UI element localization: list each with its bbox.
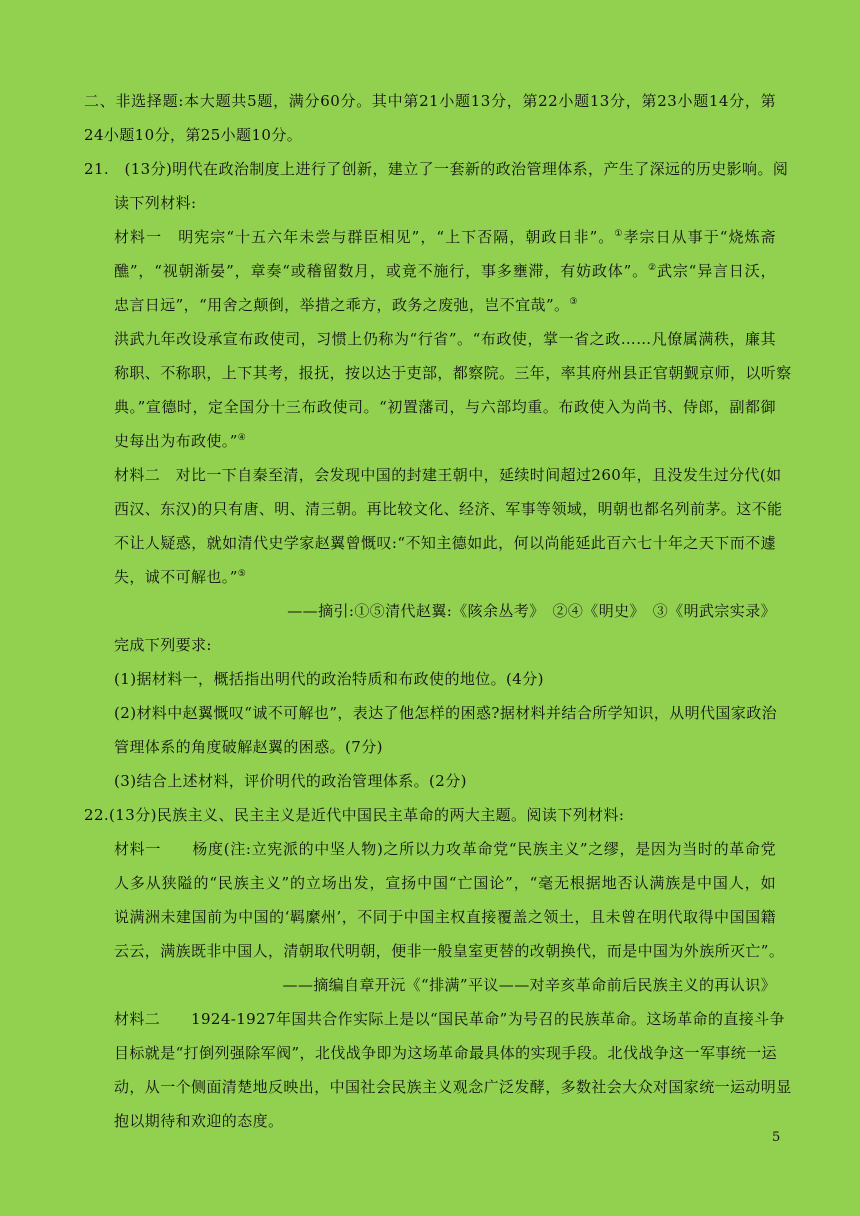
q21-stem-line-2: 读下列材料: bbox=[114, 194, 197, 212]
q21-stem-line-1: 21. (13分)明代在政治制度上进行了创新，建立了一套新的政治管理体系，产生了深远的历史影响。阅 bbox=[84, 160, 789, 178]
q22-stem: 22.(13分)民族主义、民主主义是近代中国民主革命的两大主题。阅读下列材料: bbox=[84, 806, 625, 824]
q21-material-1-line-1: 材料一 明宪宗“十五六年未尝与群臣相见”，“上下否隔，朝政日非”。①孝宗日从事于“烧炼斋 bbox=[114, 228, 776, 246]
q22-material-1-line-1: 材料一 杨度(注:立宪派的中坚人物)之所以力攻革命党“民族主义”之缪，是因为当时的革命党 bbox=[114, 840, 776, 858]
q21-material-2-line-3: 不让人疑惑，就如清代史学家赵翼曾慨叹:“不知主德如此，何以尚能延此百六七十年之天下而不遽 bbox=[114, 534, 776, 552]
q21-subquestion-1: (1)据材料一，概括指出明代的政治特质和布政使的地位。(4分) bbox=[114, 670, 544, 688]
q22-material-2-line-3: 动，从一个侧面清楚地反映出，中国社会民族主义观念广泛发酵，多数社会大众对国家统一运动明显 bbox=[114, 1078, 792, 1096]
footnote-mark: ⑤ bbox=[237, 569, 247, 579]
footnote-mark: ④ bbox=[237, 433, 247, 443]
q21-material-2-line-1: 材料二 对比一下自秦至清，会发现中国的封建王朝中，延续时间超过260年，且没发生过分代(如 bbox=[114, 466, 782, 484]
q22-material-2-line-4: 抱以期待和欢迎的态度。 bbox=[114, 1112, 284, 1130]
footnote-mark: ② bbox=[648, 263, 657, 273]
q22-material-1-source: ——摘编自章开沅《“排满”平议——对辛亥革命前后民族主义的再认识》 bbox=[282, 976, 776, 994]
page-number: 5 bbox=[772, 1130, 781, 1145]
q21-material-1-line-5: 称职、不称职，上下其考，报抚，按以达于吏部，都察院。三年，率其府州县正官朝觐京师，以听察 bbox=[114, 364, 792, 382]
q21-material-1-line-6: 典。”宣德时，定全国分十三布政使司。“初置藩司，与六部均重。布政使入为尚书、侍郎，副都御 bbox=[114, 398, 776, 416]
footnote-mark: ③ bbox=[569, 297, 578, 307]
section-heading-line-2: 24小题10分，第25小题10分。 bbox=[84, 126, 303, 144]
q22-material-1-line-3: 说满洲未建国前为中国的‘羁縻州’，不同于中国主权直接覆盖之领土，且未曾在明代取得中国国籍 bbox=[114, 908, 776, 926]
q21-source-citation: ——摘引:①⑤清代赵翼:《陔余丛考》 ②④《明史》 ③《明武宗实录》 bbox=[287, 602, 776, 620]
q21-material-2-line-2: 西汉、东汉)的只有唐、明、清三朝。再比较文化、经济、军事等领域，明朝也都名列前茅。这不能 bbox=[114, 500, 783, 518]
q21-material-1-line-2: 醮”，“视朝渐晏”，章奏“或稽留数月，或竟不施行，事多壅滞，有妨政体”。②武宗“异言日沃， bbox=[114, 262, 777, 280]
q21-material-1-line-7: 史每出为布政使。”④ bbox=[114, 432, 247, 450]
q21-requirements-heading: 完成下列要求: bbox=[114, 636, 212, 654]
q22-material-2-line-1: 材料二 1924-1927年国共合作实际上是以“国民革命”为号召的民族革命。这场革命的直接斗争 bbox=[114, 1010, 785, 1028]
q21-material-1-line-3: 忠言日远”，“用舍之颠倒，举措之乖方，政务之废弛，岂不宜哉”。③ bbox=[114, 296, 578, 314]
q21-subquestion-2-line-2: 管理体系的角度破解赵翼的困惑。(7分) bbox=[114, 738, 383, 756]
q22-material-2-line-2: 目标就是“打倒列强除军阀”，北伐战争即为这场革命最具体的实现手段。北伐战争这一军事统一运 bbox=[114, 1044, 777, 1062]
q21-subquestion-3: (3)结合上述材料，评价明代的政治管理体系。(2分) bbox=[114, 772, 467, 790]
q21-subquestion-2-line-1: (2)材料中赵翼慨叹“诚不可解也”，表达了他怎样的困惑?据材料并结合所学知识，从明代国家政治 bbox=[114, 704, 778, 722]
q21-material-1-line-4: 洪武九年改设承宣布政使司，习惯上仍称为“行省”。“布政使，掌一省之政……凡僚属满秩，廉其 bbox=[114, 330, 776, 348]
q22-material-1-line-4: 云云，满族既非中国人，清朝取代明朝，便非一般皇室更替的改朝换代，而是中国为外族所灭亡”。 bbox=[114, 942, 785, 960]
section-heading-line-1: 二、非选择题:本大题共5题，满分60分。其中第21小题13分，第22小题13分，第23小题14分，第 bbox=[84, 92, 776, 110]
footnote-mark: ① bbox=[614, 229, 624, 239]
q22-material-1-line-2: 人多从狭隘的“民族主义”的立场出发，宣扬中国“亡国论”，“毫无根据地否认满族是中国人，如 bbox=[114, 874, 776, 892]
q21-material-2-line-4: 失，诚不可解也。”⑤ bbox=[114, 568, 247, 586]
